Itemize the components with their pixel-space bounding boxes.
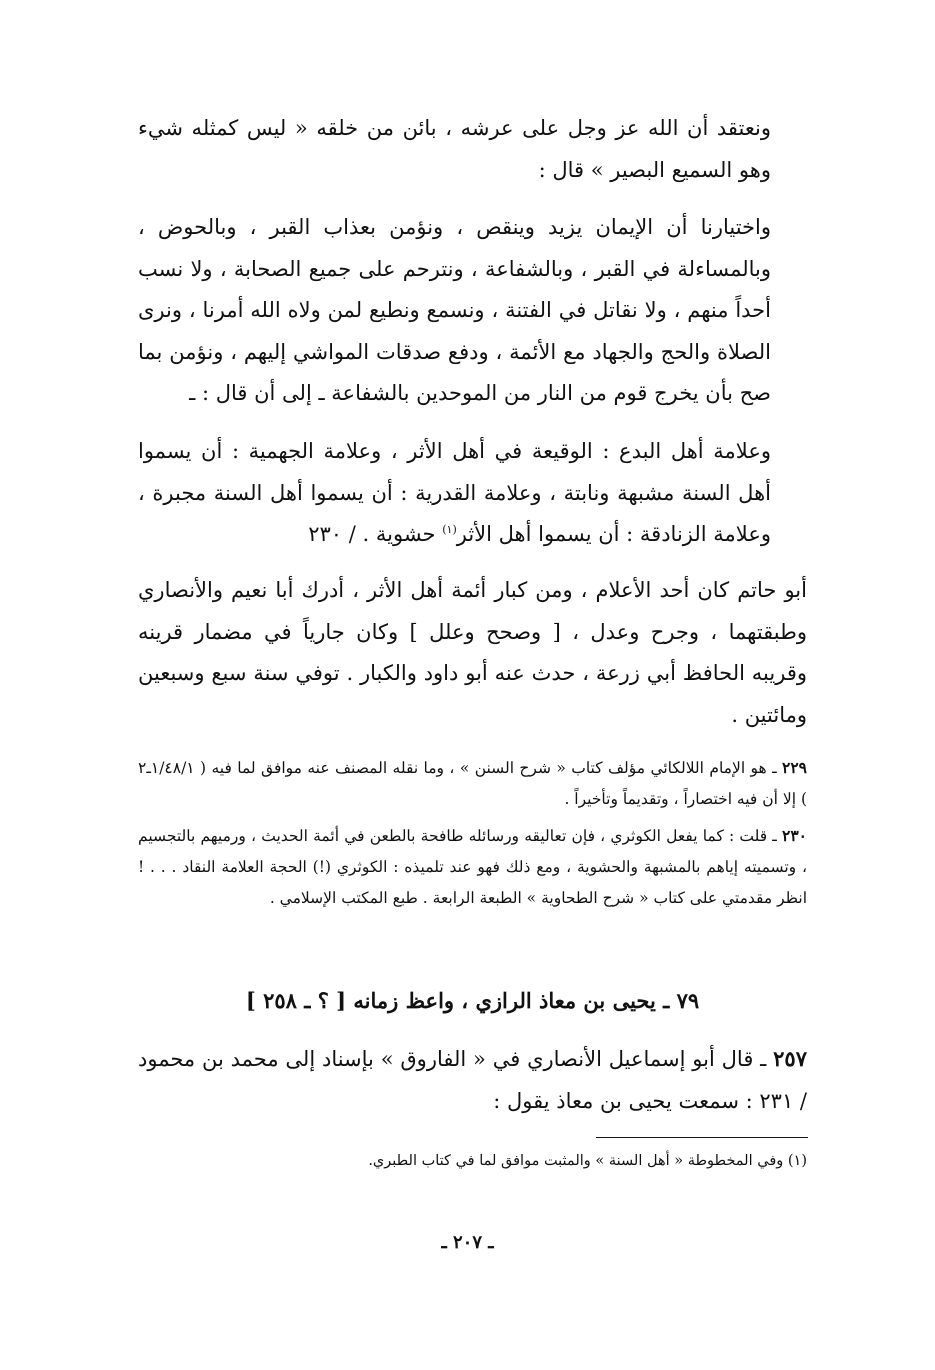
paragraph-abu-hatim-bio: أبو حاتم كان أحد الأعلام ، ومن كبار أئمة أهل الأثر ، أدرك أبا نعيم والأنصاري وطبقتهما ، وجرح وعدل ، [ وصحح وعلل ] وكان جارياً في مضمار قرينه وقريبه الحافظ أبي زرعة ، حدث عنه أبو داود والكبار . توفي سنة سبع وسبعين ومائتين . xyxy=(138,578,807,727)
footnote-divider xyxy=(596,1137,808,1138)
paragraph-signs-text: وعلامة أهل البدع : الوقيعة في أهل الأثر ، وعلامة الجهمية : أن يسموا أهل السنة مشبهة ونابتة ، وعلامة القدرية : أن يسموا أهل السنة مجبرة ، وعلامة الزنادقة : أن يسموا أهل الأثر xyxy=(138,439,771,546)
note-229-number: ٢٢٩ xyxy=(782,758,807,777)
paragraph-257-number: ٢٥٧ xyxy=(773,1046,807,1071)
note-230-number: ٢٣٠ xyxy=(782,826,807,845)
footnote-1: (١) وفي المخطوطة « أهل السنة » والمثبت موافق لما في كتاب الطبري. xyxy=(368,1153,807,1169)
note-229 xyxy=(138,752,807,815)
paragraph-signs-tail: حشوية . / ٢٣٠ xyxy=(308,522,443,546)
footnote-marker: (١) xyxy=(442,523,457,536)
note-230-text: ـ قلت : كما يفعل الكوثري ، فإن تعاليقه ورسائله طافحة بالطعن في أئمة الحديث ، ورميهم بالتجسيم ، وتسميته إياهم بالمشبهة والحشوية ، ومع ذلك فهو عند تلميذه : الكوثري (!) الحجة العلامة النقاد . . . ! انظر مقدمتي على كتاب « شرح الطحاوية » الطبعة الرابعة . طبع المكتب الإسلامي . xyxy=(138,827,807,907)
page-number: ـ ٢٠٧ ـ xyxy=(441,1232,494,1253)
paragraph-257 xyxy=(138,1038,807,1122)
paragraph-signs-of-innovators xyxy=(138,431,807,556)
paragraph-creed-choices: واختيارنا أن الإيمان يزيد وينقص ، ونؤمن بعذاب القبر ، وبالحوض ، وبالمساءلة في القبر ، وبالشفاعة ، ونترحم على جميع الصحابة ، ولا نسب أحداً منهم ، ولا نقاتل في الفتنة ، ونسمع ونطيع لمن ولاه الله أمرنا ، ونرى الصلاة والحج والجهاد مع الأئمة ، ودفع صدقات المواشي إليهم ، ونؤمن بما صح بأن يخرج قوم من النار من الموحدين بالشفاعة ـ إلى أن قال : ـ xyxy=(138,215,771,405)
section-heading-yahya: ٧٩ ـ يحيى بن معاذ الرازي ، واعظ زمانه [ ؟ ـ ٢٥٨ ] xyxy=(245,988,700,1013)
note-229-text: ـ هو الإمام اللالكائي مؤلف كتاب « شرح السنن » ، وما نقله المصنف عنه موافق لما فيه ( ١/٤٨/١ـ٢ ) إلا أن فيه اختصاراً ، وتقديماً وتأخيراً . xyxy=(138,759,807,808)
paragraph-creed-throne: ونعتقد أن الله عز وجل على عرشه ، بائن من خلقه « ليس كمثله شيء وهو السميع البصير » قال : xyxy=(138,116,771,182)
note-230 xyxy=(138,820,807,914)
paragraph-257-text: ـ قال أبو إسماعيل الأنصاري في « الفاروق » بإسناد إلى محمد بن محمود / ٢٣١ : سمعت يحيى بن معاذ يقول : xyxy=(138,1047,807,1113)
